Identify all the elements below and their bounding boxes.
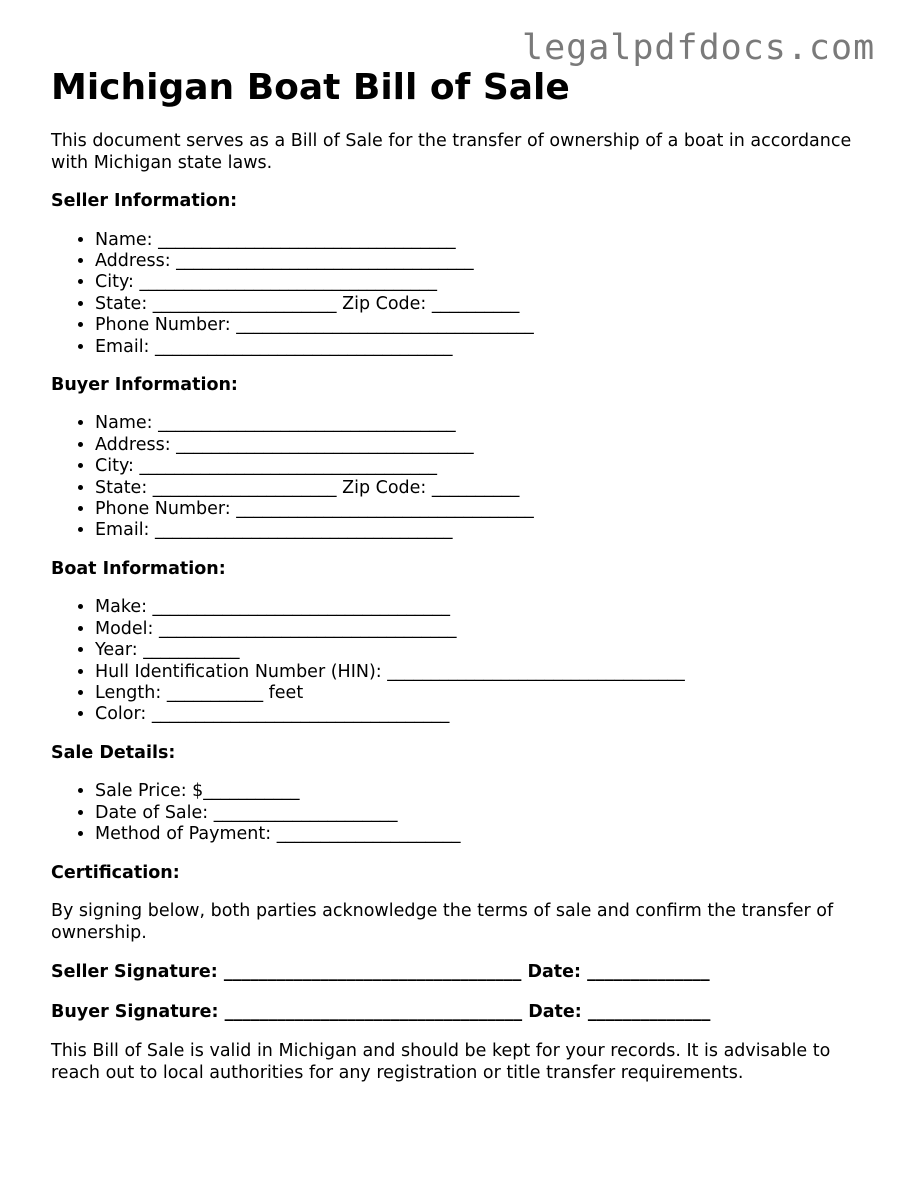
- buyer-signature-line[interactable]: Buyer Signature: __________________________________ Date: ______________: [51, 1001, 711, 1022]
- document: [51, 64, 881, 1084]
- buyer-name-field[interactable]: • Name: __________________________________: [95, 413, 881, 434]
- seller-name-field[interactable]: • Name: __________________________________: [95, 230, 881, 251]
- seller-state-zip-field[interactable]: • State: _____________________ Zip Code: __________: [95, 294, 881, 315]
- payment-method-field[interactable]: • Method of Payment: _____________________: [95, 824, 881, 845]
- sale-fields: [51, 781, 881, 845]
- footer-note: This Bill of Sale is valid in Michigan and should be kept for your records. It is advisable to reach out to local authorities for any registration or title transfer requirements.: [51, 1041, 831, 1083]
- boat-model-field[interactable]: • Model: __________________________________: [95, 619, 881, 640]
- seller-address-field[interactable]: • Address: __________________________________: [95, 251, 881, 272]
- buyer-heading: Buyer Information:: [51, 374, 238, 395]
- seller-heading: Seller Information:: [51, 191, 238, 211]
- seller-fields: [51, 230, 881, 358]
- boat-color-field[interactable]: • Color: __________________________________: [95, 704, 881, 725]
- intro-paragraph: This document serves as a Bill of Sale for the transfer of ownership of a boat in accordance with Michigan state laws.: [51, 131, 852, 173]
- boat-year-field[interactable]: • Year: ___________: [95, 640, 881, 661]
- seller-signature-line[interactable]: Seller Signature: __________________________________ Date: ______________: [51, 962, 710, 983]
- buyer-phone-field[interactable]: • Phone Number: __________________________________: [95, 499, 881, 520]
- buyer-city-field[interactable]: • City: __________________________________: [95, 456, 881, 477]
- sale-price-field[interactable]: • Sale Price: $___________: [95, 781, 881, 802]
- page-title: Michigan Boat Bill of Sale: [51, 67, 570, 108]
- buyer-state-zip-field[interactable]: • State: _____________________ Zip Code: __________: [95, 478, 881, 499]
- certification-heading: Certification:: [51, 862, 180, 883]
- buyer-address-field[interactable]: • Address: __________________________________: [95, 435, 881, 456]
- boat-hin-field[interactable]: • Hull Identification Number (HIN): __________________________________: [95, 662, 881, 683]
- boat-fields: [51, 597, 881, 725]
- sale-heading: Sale Details:: [51, 742, 176, 763]
- seller-email-field[interactable]: • Email: __________________________________: [95, 337, 881, 358]
- buyer-fields: [51, 413, 881, 541]
- sale-date-field[interactable]: • Date of Sale: _____________________: [95, 803, 881, 824]
- seller-city-field[interactable]: • City: __________________________________: [95, 272, 881, 293]
- seller-phone-field[interactable]: • Phone Number: __________________________________: [95, 315, 881, 336]
- certification-text: By signing below, both parties acknowledge the terms of sale and confirm the transfer of ownership.: [51, 901, 834, 943]
- boat-make-field[interactable]: • Make: __________________________________: [95, 597, 881, 618]
- boat-heading: Boat Information:: [51, 558, 226, 579]
- watermark: legalpdfdocs.com: [522, 28, 876, 68]
- boat-length-field[interactable]: • Length: ___________ feet: [95, 683, 881, 704]
- buyer-email-field[interactable]: • Email: __________________________________: [95, 520, 881, 541]
